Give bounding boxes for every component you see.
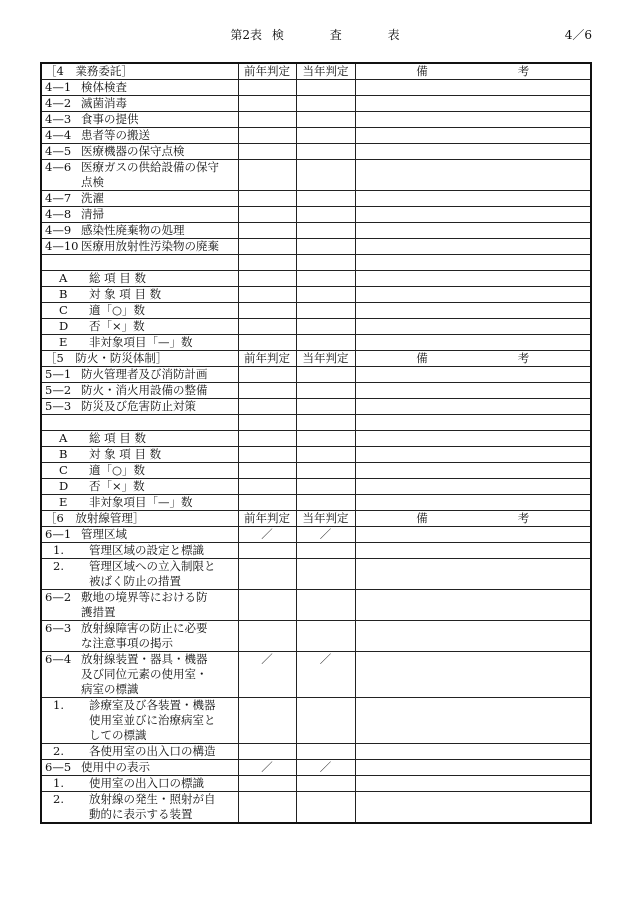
summary-letter: D: [59, 319, 69, 333]
judgement-previous-na: [238, 527, 296, 543]
remarks-cell[interactable]: [355, 776, 591, 792]
judgement-cell[interactable]: [296, 399, 355, 415]
sub-item-number: 1.: [53, 776, 64, 790]
summary-count-cell[interactable]: [238, 447, 296, 463]
judgement-cell[interactable]: [238, 112, 296, 128]
judgement-cell[interactable]: [238, 144, 296, 160]
judgement-cell[interactable]: [238, 96, 296, 112]
item-row: [41, 621, 591, 652]
summary-count-cell[interactable]: [296, 319, 355, 335]
judgement-cell[interactable]: [296, 112, 355, 128]
remarks-cell[interactable]: [355, 559, 591, 590]
judgement-cell[interactable]: [238, 191, 296, 207]
section-title: [41, 511, 238, 527]
judgement-cell[interactable]: [238, 776, 296, 792]
slash-mark: ／: [319, 760, 332, 774]
item-number: 4—5: [45, 144, 72, 158]
item-label: 各使用室の出入口の構造: [89, 744, 216, 758]
column-header-current-text: 当年判定: [302, 64, 349, 78]
summary-label: 非対象項目「—」数: [89, 495, 193, 509]
remarks-char-1: 備: [416, 351, 428, 365]
item-row: [41, 744, 591, 760]
blank-cell: [238, 255, 296, 271]
item-number: 4—3: [45, 112, 72, 126]
remarks-cell[interactable]: [355, 463, 591, 479]
remarks-cell[interactable]: [355, 271, 591, 287]
judgement-cell[interactable]: [238, 559, 296, 590]
item-label-cell: [41, 698, 238, 744]
item-row: [41, 191, 591, 207]
item-label-cell: [41, 128, 238, 144]
item-row: [41, 239, 591, 255]
item-label-cell: [41, 239, 238, 255]
blank-cell: [238, 415, 296, 431]
remarks-cell[interactable]: [355, 112, 591, 128]
judgement-cell[interactable]: [296, 792, 355, 824]
judgement-cell[interactable]: [296, 160, 355, 191]
item-label: 防災及び危害防止対策: [81, 399, 196, 413]
column-header-current: [296, 511, 355, 527]
item-row: [41, 559, 591, 590]
sub-item-number: 2.: [53, 744, 64, 758]
item-label: 放射線障害の防止に必要 な注意事項の掲示: [81, 621, 208, 650]
summary-row: [41, 495, 591, 511]
judgement-current-na: [296, 652, 355, 698]
column-header-previous-text: 前年判定: [244, 511, 290, 525]
section-title: [41, 63, 238, 80]
summary-label-cell: [41, 271, 238, 287]
sub-item-number: 1.: [53, 543, 64, 557]
summary-label-cell: [41, 447, 238, 463]
blank-cell: [41, 255, 238, 271]
column-header-previous-text: 前年判定: [244, 64, 290, 78]
remarks-cell[interactable]: [355, 431, 591, 447]
spacer-row: [41, 255, 591, 271]
item-label-cell: [41, 652, 238, 698]
summary-label: 適「○」数: [89, 463, 146, 477]
judgement-previous-na: [238, 652, 296, 698]
slash-mark: ／: [261, 652, 273, 666]
judgement-current-na: [296, 760, 355, 776]
item-number: 6—2: [45, 590, 72, 604]
item-label: 医療ガスの供給設備の保守 点検: [81, 160, 219, 189]
judgement-cell[interactable]: [296, 559, 355, 590]
item-number: 4—6: [45, 160, 72, 174]
item-label-cell: [41, 160, 238, 191]
title-prefix: 第2表: [230, 28, 263, 42]
column-header-remarks: [355, 63, 591, 80]
remarks-cell[interactable]: [355, 96, 591, 112]
judgement-cell[interactable]: [296, 590, 355, 621]
remarks-cell[interactable]: [355, 543, 591, 559]
remarks-cell[interactable]: [355, 744, 591, 760]
item-label-cell: [41, 776, 238, 792]
judgement-cell[interactable]: [296, 223, 355, 239]
title-char-3: 表: [387, 28, 400, 42]
summary-label: 適「○」数: [89, 303, 146, 317]
slash-mark: ／: [319, 652, 332, 666]
item-label: 使用中の表示: [81, 760, 150, 774]
item-label-cell: [41, 112, 238, 128]
remarks-cell[interactable]: [355, 383, 591, 399]
item-label-cell: [41, 527, 238, 543]
item-number: 4—9: [45, 223, 72, 237]
item-row: [41, 128, 591, 144]
remarks-char-1: 備: [416, 511, 428, 525]
summary-row: [41, 463, 591, 479]
column-header-remarks: [355, 511, 591, 527]
column-header-previous: [238, 351, 296, 367]
judgement-cell[interactable]: [296, 744, 355, 760]
item-label: 管理区域への立入制限と 被ばく防止の措置: [89, 559, 216, 588]
inspection-table: [40, 62, 592, 824]
item-label: 患者等の搬送: [81, 128, 150, 142]
summary-label: 総 項 目 数: [89, 271, 146, 285]
summary-label-cell: [41, 479, 238, 495]
summary-label: 非対象項目「—」数: [89, 335, 193, 349]
remarks-cell[interactable]: [355, 792, 591, 824]
spacer-row: [41, 415, 591, 431]
blank-cell: [41, 415, 238, 431]
summary-row: [41, 447, 591, 463]
summary-label: 否「×」数: [89, 479, 145, 493]
remarks-cell[interactable]: [355, 590, 591, 621]
item-row: [41, 367, 591, 383]
item-row: [41, 144, 591, 160]
summary-count-cell[interactable]: [296, 271, 355, 287]
item-label-cell: [41, 543, 238, 559]
summary-label-cell: [41, 431, 238, 447]
inspection-table-body: [41, 63, 591, 823]
item-label-cell: [41, 621, 238, 652]
summary-row: [41, 303, 591, 319]
remarks-cell[interactable]: [355, 527, 591, 543]
remarks-cell[interactable]: [355, 652, 591, 698]
judgement-cell[interactable]: [296, 80, 355, 96]
summary-count-cell[interactable]: [296, 495, 355, 511]
remarks-cell[interactable]: [355, 128, 591, 144]
remarks-char-2: 考: [517, 511, 530, 525]
judgement-cell[interactable]: [238, 621, 296, 652]
page-number: 4／6: [564, 28, 592, 42]
judgement-cell[interactable]: [296, 128, 355, 144]
judgement-cell[interactable]: [238, 128, 296, 144]
judgement-cell[interactable]: [296, 383, 355, 399]
remarks-cell[interactable]: [355, 319, 591, 335]
item-label-cell: [41, 383, 238, 399]
judgement-cell[interactable]: [238, 590, 296, 621]
item-row: [41, 399, 591, 415]
item-number: 6—5: [45, 760, 72, 774]
remarks-cell[interactable]: [355, 760, 591, 776]
judgement-cell[interactable]: [238, 383, 296, 399]
judgement-cell[interactable]: [238, 543, 296, 559]
summary-row: [41, 271, 591, 287]
item-label: 滅菌消毒: [81, 96, 127, 110]
item-row: [41, 383, 591, 399]
judgement-cell[interactable]: [296, 367, 355, 383]
judgement-cell[interactable]: [296, 144, 355, 160]
summary-count-cell[interactable]: [238, 479, 296, 495]
item-row: [41, 652, 591, 698]
judgement-cell[interactable]: [296, 191, 355, 207]
remarks-char-1: 備: [416, 64, 428, 78]
section-title-text: ［4 業務委託］: [45, 64, 133, 78]
summary-row: [41, 335, 591, 351]
item-row: [41, 112, 591, 128]
item-label: 食事の提供: [81, 112, 139, 126]
judgement-cell[interactable]: [238, 223, 296, 239]
item-label-cell: [41, 760, 238, 776]
item-number: 4—7: [45, 191, 72, 205]
blank-cell: [296, 415, 355, 431]
remarks-cell[interactable]: [355, 80, 591, 96]
item-number: 6—3: [45, 621, 72, 635]
item-number: 5—1: [45, 367, 72, 381]
item-row: [41, 207, 591, 223]
item-number: 4—1: [45, 80, 72, 94]
summary-letter: A: [59, 431, 68, 445]
item-row: [41, 160, 591, 191]
remarks-cell[interactable]: [355, 621, 591, 652]
summary-count-cell[interactable]: [238, 287, 296, 303]
item-label: 医療機器の保守点検: [81, 144, 185, 158]
summary-count-cell[interactable]: [238, 319, 296, 335]
column-header-remarks: [355, 351, 591, 367]
item-number: 5—2: [45, 383, 72, 397]
summary-count-cell[interactable]: [238, 271, 296, 287]
item-label: 清掃: [81, 207, 104, 221]
column-header-current-text: 当年判定: [302, 511, 349, 525]
summary-label-cell: [41, 303, 238, 319]
judgement-previous-na: [238, 760, 296, 776]
item-label-cell: [41, 367, 238, 383]
summary-count-cell[interactable]: [296, 287, 355, 303]
judgement-cell[interactable]: [296, 776, 355, 792]
summary-letter: C: [59, 463, 68, 477]
judgement-cell[interactable]: [238, 744, 296, 760]
summary-label: 対 象 項 目 数: [89, 287, 162, 301]
judgement-cell[interactable]: [296, 96, 355, 112]
item-label: 放射線装置・器具・機器 及び同位元素の使用室・ 病室の標識: [81, 652, 208, 696]
item-number: 4—10: [45, 239, 79, 253]
judgement-cell[interactable]: [238, 399, 296, 415]
sub-item-number: 2.: [53, 792, 64, 806]
judgement-cell[interactable]: [296, 543, 355, 559]
sub-item-number: 2.: [53, 559, 64, 573]
summary-row: [41, 319, 591, 335]
summary-letter: E: [59, 335, 68, 349]
section-header-row: [41, 351, 591, 367]
item-label: 診療室及び各装置・機器 使用室並びに治療病室と しての標識: [89, 698, 216, 742]
column-header-previous: [238, 63, 296, 80]
summary-letter: E: [59, 495, 68, 509]
summary-letter: B: [59, 447, 68, 461]
summary-label-cell: [41, 463, 238, 479]
judgement-current-na: [296, 527, 355, 543]
title-char-1: 検: [271, 28, 284, 42]
summary-count-cell[interactable]: [296, 431, 355, 447]
column-header-previous-text: 前年判定: [244, 351, 290, 365]
item-label-cell: [41, 590, 238, 621]
item-label-cell: [41, 792, 238, 824]
column-header-current-text: 当年判定: [302, 351, 349, 365]
sub-item-number: 1.: [53, 698, 64, 712]
section-header-row: [41, 63, 591, 80]
item-label-cell: [41, 80, 238, 96]
summary-count-cell[interactable]: [238, 495, 296, 511]
item-label: 感染性廃棄物の処理: [81, 223, 185, 237]
judgement-cell[interactable]: [238, 792, 296, 824]
item-label-cell: [41, 191, 238, 207]
item-label: 管理区域の設定と標識: [89, 543, 204, 557]
item-label-cell: [41, 207, 238, 223]
section-header-row: [41, 511, 591, 527]
remarks-cell[interactable]: [355, 367, 591, 383]
item-label-cell: [41, 144, 238, 160]
summary-label: 総 項 目 数: [89, 431, 146, 445]
remarks-char-2: 考: [517, 351, 530, 365]
remarks-char-2: 考: [517, 64, 530, 78]
summary-count-cell[interactable]: [238, 303, 296, 319]
summary-count-cell[interactable]: [238, 463, 296, 479]
remarks-cell[interactable]: [355, 335, 591, 351]
judgement-cell[interactable]: [238, 207, 296, 223]
summary-letter: D: [59, 479, 69, 493]
item-row: [41, 223, 591, 239]
item-label: 防火・消火用設備の整備: [81, 383, 208, 397]
item-number: 4—4: [45, 128, 72, 142]
item-number: 4—8: [45, 207, 72, 221]
item-row: [41, 792, 591, 824]
title-char-2: 査: [329, 28, 342, 42]
item-label-cell: [41, 744, 238, 760]
summary-label-cell: [41, 335, 238, 351]
remarks-cell[interactable]: [355, 239, 591, 255]
item-row: [41, 543, 591, 559]
item-number: 6—1: [45, 527, 72, 541]
summary-letter: C: [59, 303, 68, 317]
remarks-cell[interactable]: [355, 399, 591, 415]
item-number: 4—2: [45, 96, 72, 110]
item-label-cell: [41, 96, 238, 112]
item-label: 検体検査: [81, 80, 127, 94]
judgement-cell[interactable]: [296, 698, 355, 744]
slash-mark: ／: [261, 527, 273, 541]
remarks-cell[interactable]: [355, 447, 591, 463]
page-title: [0, 26, 630, 43]
item-number: 6—4: [45, 652, 72, 666]
judgement-cell[interactable]: [296, 621, 355, 652]
summary-label: 対 象 項 目 数: [89, 447, 162, 461]
item-row: [41, 760, 591, 776]
remarks-cell[interactable]: [355, 144, 591, 160]
summary-count-cell[interactable]: [238, 431, 296, 447]
summary-row: [41, 479, 591, 495]
slash-mark: ／: [319, 527, 332, 541]
slash-mark: ／: [261, 760, 273, 774]
section-title-text: ［6 放射線管理］: [45, 511, 145, 525]
summary-label-cell: [41, 319, 238, 335]
summary-letter: B: [59, 287, 68, 301]
remarks-cell[interactable]: [355, 191, 591, 207]
item-label: 管理区域: [81, 527, 127, 541]
remarks-cell[interactable]: [355, 303, 591, 319]
remarks-cell[interactable]: [355, 223, 591, 239]
judgement-cell[interactable]: [238, 367, 296, 383]
section-title: [41, 351, 238, 367]
blank-cell: [355, 255, 591, 271]
item-row: [41, 590, 591, 621]
item-row: [41, 96, 591, 112]
summary-count-cell[interactable]: [238, 335, 296, 351]
item-label: 使用室の出入口の標識: [89, 776, 204, 790]
item-number: 5—3: [45, 399, 72, 413]
judgement-cell[interactable]: [238, 160, 296, 191]
remarks-cell[interactable]: [355, 698, 591, 744]
remarks-cell[interactable]: [355, 287, 591, 303]
summary-count-cell[interactable]: [296, 447, 355, 463]
judgement-cell[interactable]: [238, 239, 296, 255]
column-header-current: [296, 351, 355, 367]
judgement-cell[interactable]: [296, 239, 355, 255]
item-row: [41, 698, 591, 744]
item-row: [41, 776, 591, 792]
summary-letter: A: [59, 271, 68, 285]
summary-row: [41, 287, 591, 303]
remarks-cell[interactable]: [355, 207, 591, 223]
item-label-cell: [41, 223, 238, 239]
blank-cell: [355, 415, 591, 431]
summary-row: [41, 431, 591, 447]
blank-cell: [296, 255, 355, 271]
summary-count-cell[interactable]: [296, 463, 355, 479]
section-title-text: ［5 防火・防災体制］: [45, 351, 168, 365]
summary-count-cell[interactable]: [296, 303, 355, 319]
summary-label-cell: [41, 495, 238, 511]
item-label-cell: [41, 399, 238, 415]
judgement-cell[interactable]: [296, 207, 355, 223]
summary-label: 否「×」数: [89, 319, 145, 333]
item-row: [41, 527, 591, 543]
item-label: 医療用放射性汚染物の廃棄: [81, 239, 219, 253]
item-label: 防火管理者及び消防計画: [81, 367, 208, 381]
judgement-cell[interactable]: [238, 80, 296, 96]
remarks-cell[interactable]: [355, 160, 591, 191]
item-label: 敷地の境界等における防 護措置: [81, 590, 208, 619]
column-header-current: [296, 63, 355, 80]
judgement-cell[interactable]: [238, 698, 296, 744]
item-label: 放射線の発生・照射が自 動的に表示する装置: [89, 792, 216, 821]
summary-count-cell[interactable]: [296, 335, 355, 351]
remarks-cell[interactable]: [355, 479, 591, 495]
summary-count-cell[interactable]: [296, 479, 355, 495]
item-label-cell: [41, 559, 238, 590]
remarks-cell[interactable]: [355, 495, 591, 511]
summary-label-cell: [41, 287, 238, 303]
item-label: 洗濯: [81, 191, 104, 205]
item-row: [41, 80, 591, 96]
column-header-previous: [238, 511, 296, 527]
